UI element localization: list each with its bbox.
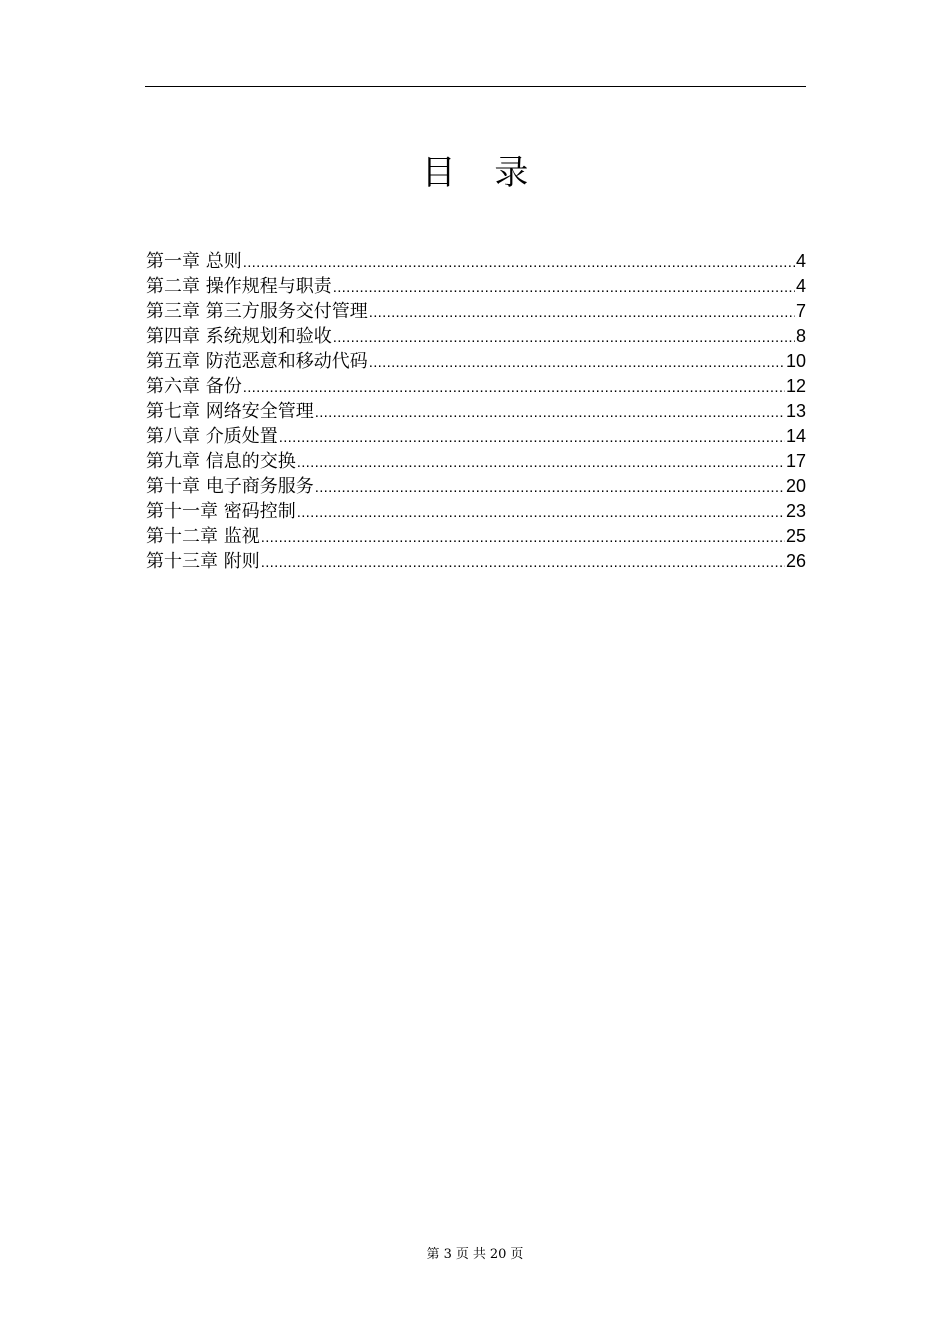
toc-entry[interactable] — [146, 374, 806, 399]
footer-page-prefix: 第 — [426, 1247, 440, 1262]
toc-dot-leader — [333, 275, 795, 300]
toc-entry-label: 第七章 网络安全管理 — [146, 401, 314, 422]
toc-entry-label: 第六章 备份 — [146, 376, 242, 397]
page-footer — [0, 1246, 950, 1264]
toc-entry-label: 第八章 介质处置 — [146, 426, 278, 447]
toc-entry-page: 13 — [785, 401, 806, 421]
toc-dot-leader — [369, 350, 785, 375]
toc-entry-label: 第十三章 附则 — [146, 551, 260, 572]
toc-entry-label: 第十一章 密码控制 — [146, 501, 296, 522]
footer-total-suffix: 页 — [510, 1247, 524, 1262]
toc-dot-leader — [261, 550, 785, 575]
toc-dot-leader — [369, 300, 795, 325]
toc-dot-leader — [279, 425, 785, 450]
toc-entry-page: 17 — [785, 451, 806, 471]
toc-entry[interactable] — [146, 274, 806, 299]
toc-entry-label: 第二章 操作规程与职责 — [146, 276, 332, 297]
toc-entry-page: 4 — [795, 276, 806, 296]
toc-entry-page: 10 — [785, 351, 806, 371]
header-rule — [145, 86, 806, 87]
toc-entry-label: 第四章 系统规划和验收 — [146, 326, 332, 347]
footer-current-page: 3 — [443, 1247, 452, 1262]
toc-entry[interactable] — [146, 424, 806, 449]
toc-entry[interactable] — [146, 349, 806, 374]
toc-dot-leader — [243, 375, 785, 400]
toc-dot-leader — [315, 475, 785, 500]
toc-entry-label: 第三章 第三方服务交付管理 — [146, 301, 368, 322]
toc-entry-page: 20 — [785, 476, 806, 496]
toc-entry-label: 第十二章 监视 — [146, 526, 260, 547]
toc-entry-page: 4 — [795, 251, 806, 271]
toc-entry[interactable] — [146, 524, 806, 549]
toc-entry[interactable] — [146, 299, 806, 324]
toc-entry[interactable] — [146, 324, 806, 349]
toc-dot-leader — [297, 500, 785, 525]
toc-dot-leader — [333, 325, 795, 350]
toc-entry-label: 第五章 防范恶意和移动代码 — [146, 351, 368, 372]
toc-dot-leader — [315, 400, 785, 425]
toc-entry-page: 23 — [785, 501, 806, 521]
toc-entry[interactable] — [146, 549, 806, 574]
toc-entry[interactable] — [146, 499, 806, 524]
toc-entry-page: 12 — [785, 376, 806, 396]
footer-page-word: 页 — [455, 1247, 469, 1262]
toc-entry-page: 26 — [785, 551, 806, 571]
toc-dot-leader — [243, 250, 795, 275]
toc-entry-page: 7 — [795, 301, 806, 321]
footer-total-prefix: 共 — [472, 1247, 486, 1262]
toc-entry[interactable] — [146, 249, 806, 274]
toc-entry[interactable] — [146, 399, 806, 424]
toc-entry[interactable] — [146, 474, 806, 499]
toc-entry-page: 25 — [785, 526, 806, 546]
toc-list — [146, 249, 806, 574]
footer-total-pages: 20 — [489, 1247, 507, 1262]
toc-entry-label: 第九章 信息的交换 — [146, 451, 296, 472]
toc-entry-page: 8 — [795, 326, 806, 346]
toc-dot-leader — [297, 450, 785, 475]
toc-entry-label: 第一章 总则 — [146, 251, 242, 272]
toc-entry[interactable] — [146, 449, 806, 474]
toc-dot-leader — [261, 525, 785, 550]
toc-title: 目 录 — [421, 153, 543, 193]
toc-entry-label: 第十章 电子商务服务 — [146, 476, 314, 497]
toc-entry-page: 14 — [785, 426, 806, 446]
